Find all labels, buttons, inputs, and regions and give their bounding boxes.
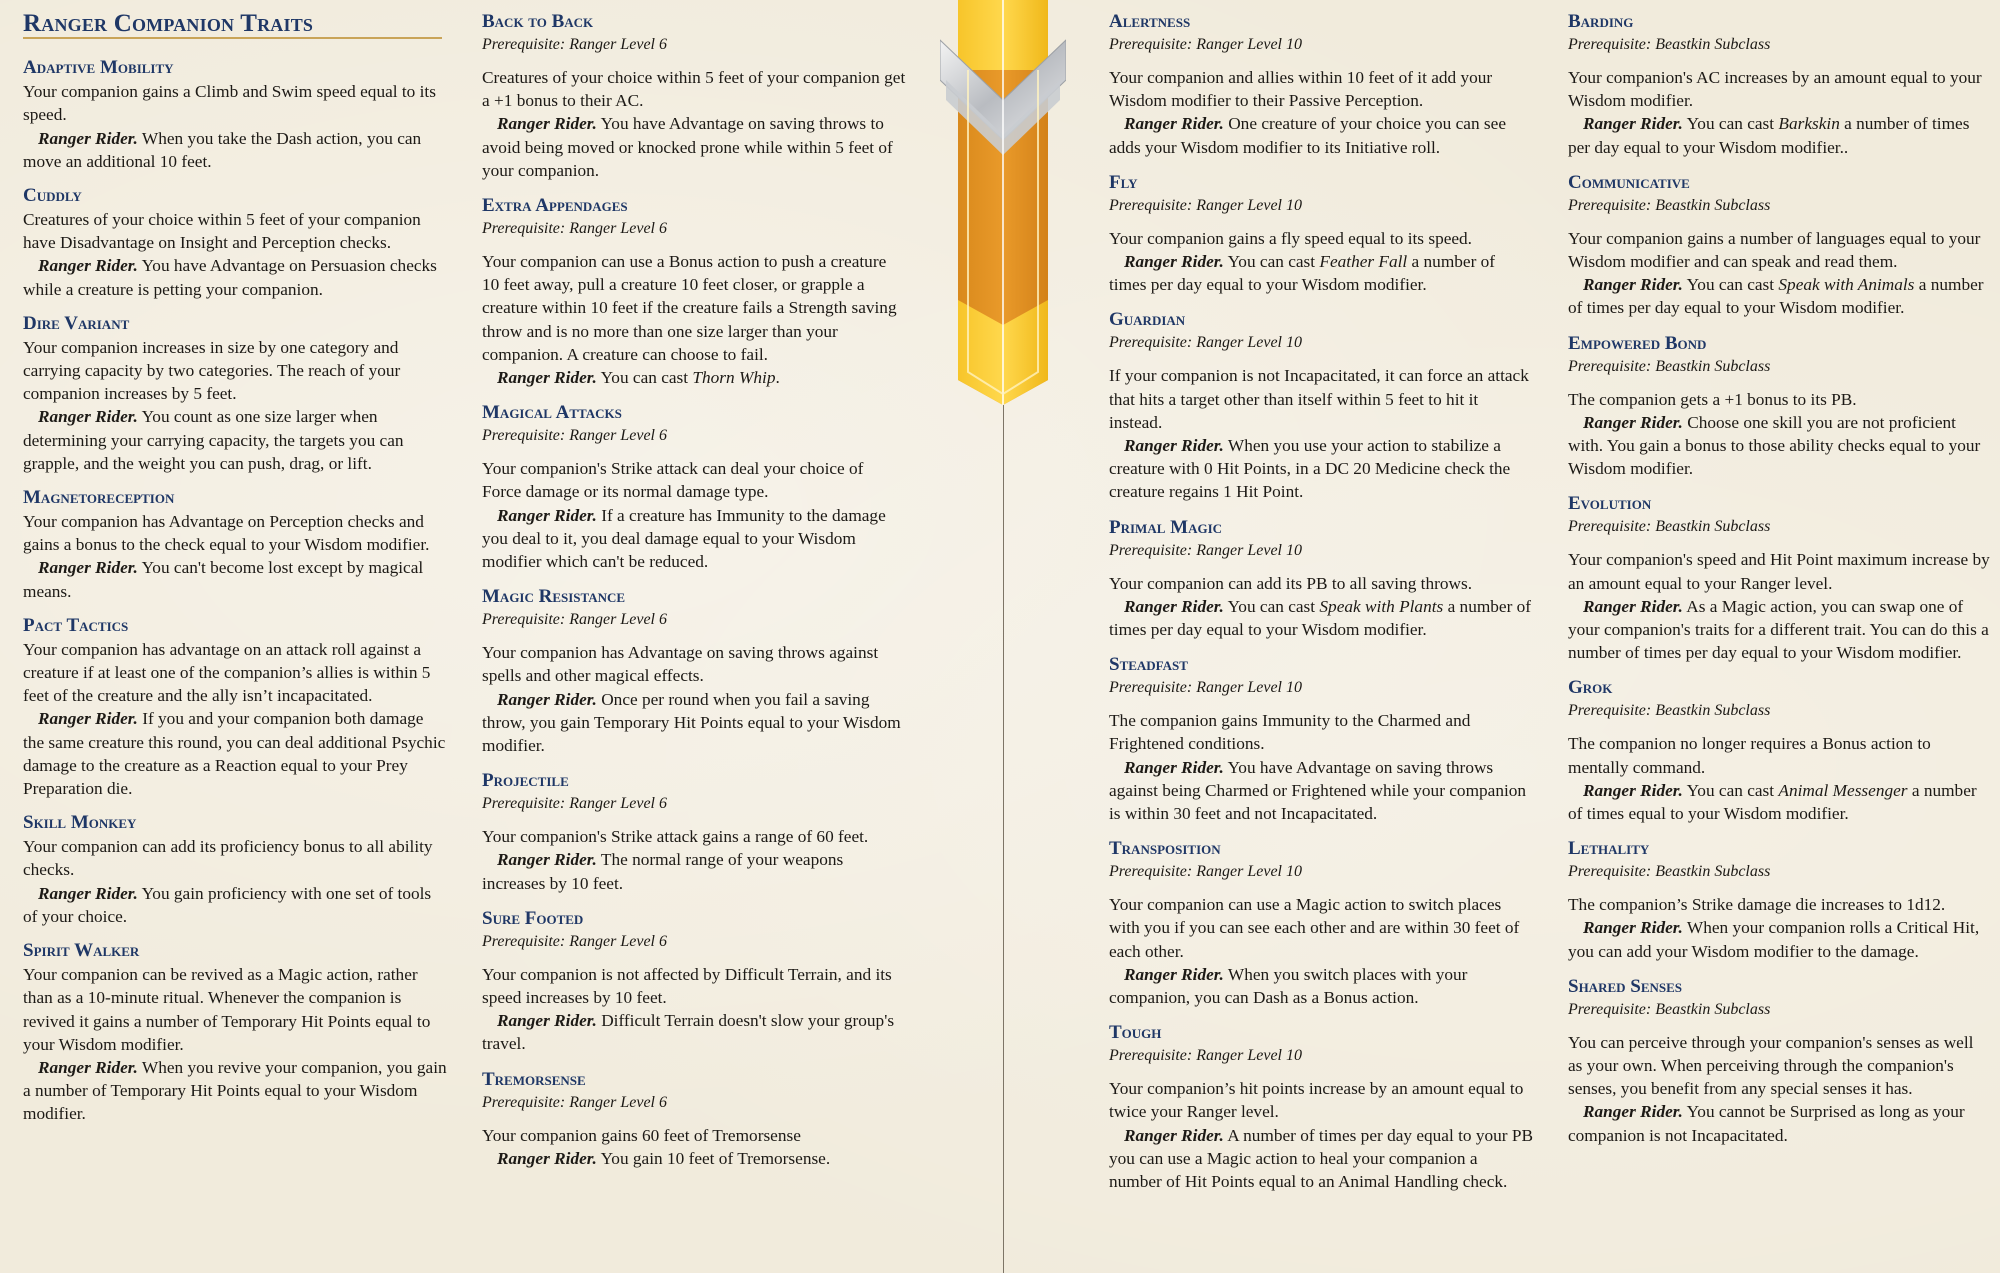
trait-name: Evolution (1568, 493, 1652, 515)
trait-name: Barding (1568, 11, 1634, 32)
trait-entry (1568, 837, 1992, 963)
rider-text: Difficult Terrain doesn't slow your group's travel. (482, 1011, 895, 1054)
rider-label: Ranger Rider. (38, 883, 138, 903)
trait-rider (23, 556, 447, 602)
rider-label: Ranger Rider. (497, 850, 597, 870)
trait-rider (1109, 963, 1533, 1009)
trait-name: Primal Magic (1109, 516, 1223, 538)
trait-name: Back to Back (482, 11, 594, 32)
trait-description: Your companion gains a number of languages equal to your Wisdom modifier and can speak and read them. (1568, 228, 1981, 272)
rider-text: You have Advantage on saving throws to avoid being moved or knocked prone while within 5 feet of your companion. (482, 114, 893, 180)
trait-entry (1109, 1021, 1533, 1193)
rider-text: You can't become lost except by magical means. (23, 558, 424, 601)
rider-text: You cannot be Surprised as long as your companion is not Incapacitated. (1568, 1102, 1965, 1145)
trait-name: Dire Variant (23, 312, 130, 334)
trait-entry (1568, 676, 1992, 825)
trait-rider (23, 127, 447, 173)
trait-rider (1109, 434, 1533, 504)
trait-prerequisite: Prerequisite: Ranger Level 10 (1109, 1047, 1302, 1065)
rider-label: Ranger Rider. (497, 114, 597, 134)
trait-prerequisite: Prerequisite: Ranger Level 10 (1109, 334, 1302, 352)
trait-prerequisite: Prerequisite: Ranger Level 10 (1109, 196, 1302, 214)
rider-text: When your companion rolls a Critical Hit, you can add your Wisdom modifier to the damage. (1568, 918, 1980, 961)
trait-name: Tremorsense (482, 1068, 586, 1090)
bookmark-ribbon (940, 0, 1066, 410)
trait-name: Grok (1568, 677, 1613, 699)
trait-rider (482, 112, 906, 182)
rider-text: Choose one skill you are not proficient with. You gain a bonus to those ability checks equal to your Wisdom modifier. (1568, 412, 1981, 479)
trait-entry (23, 939, 447, 1125)
trait-name: Empowered Bond (1568, 332, 1707, 354)
trait-entry (1568, 10, 1992, 159)
rider-text: A number of times per day equal to your PB you can use a Magic action to heal your companion a number of Hit Points equal to an Animal Handling check. (1109, 1125, 1533, 1192)
trait-prerequisite: Prerequisite: Ranger Level 6 (482, 36, 667, 53)
trait-rider (1109, 756, 1533, 826)
trait-name: Tough (1109, 1022, 1162, 1044)
rider-label: Ranger Rider. (1124, 1125, 1224, 1145)
trait-description: Your companion is not affected by Difficult Terrain, and its speed increases by 10 feet. (482, 964, 892, 1008)
trait-prerequisite: Prerequisite: Ranger Level 10 (1109, 541, 1302, 559)
trait-rider (1109, 1124, 1533, 1194)
trait-rider (482, 366, 906, 389)
trait-entry (482, 907, 906, 1056)
rider-label: Ranger Rider. (1124, 114, 1224, 134)
rider-label: Ranger Rider. (1124, 964, 1224, 984)
trait-description: Your companion has advantage on an attack roll against a creature if at least one of the companion’s allies is within 5 feet of the creature and the ally isn’t incapacitated. (23, 639, 431, 706)
column-3 (1109, 10, 1533, 1193)
trait-rider (482, 1147, 906, 1170)
trait-name: Spirit Walker (23, 940, 140, 962)
trait-rider (1568, 411, 1992, 481)
trait-description: The companion gets a +1 bonus to its PB. (1568, 389, 1857, 409)
trait-entry (23, 486, 447, 603)
rider-label: Ranger Rider. (1583, 1102, 1683, 1122)
spell-name: Animal Messenger (1778, 780, 1908, 800)
rider-text: a number of times per day equal to your Wisdom modifier. (1109, 252, 1496, 295)
trait-name: Fly (1109, 171, 1138, 193)
trait-description: Your companion's Strike attack can deal your choice of Force damage or its normal damage type. (482, 459, 864, 502)
rider-text: . (775, 368, 780, 388)
rider-text: You can cast (1686, 275, 1779, 295)
trait-name: Communicative (1568, 171, 1690, 193)
column-2 (482, 10, 906, 1170)
trait-name: Cuddly (23, 185, 82, 207)
rider-label: Ranger Rider. (497, 1011, 597, 1031)
rider-text: As a Magic action, you can swap one of your companion's traits for a different trait. You can do this a number of times per day equal to your Wisdom modifier. (1568, 596, 1989, 663)
trait-entry (482, 585, 906, 757)
trait-rider (1568, 595, 1992, 665)
rider-text: You can cast (1227, 596, 1320, 616)
trait-description: Your companion gains a Climb and Swim speed equal to its speed. (23, 82, 436, 125)
trait-entry (1109, 516, 1533, 642)
trait-description: Your companion's speed and Hit Point maximum increase by an amount equal to your Ranger level. (1568, 550, 1990, 593)
trait-description: Your companion has Advantage on Perception checks and gains a bonus to the check equal to your Wisdom modifier. (23, 512, 430, 555)
spell-name: Speak with Animals (1778, 275, 1915, 295)
trait-description: If your companion is not Incapacitated, it can force an attack that hits a target other than itself within 5 feet to hit it instead. (1109, 366, 1529, 432)
trait-prerequisite: Prerequisite: Beastkin Subclass (1568, 702, 1771, 720)
trait-entry (1109, 653, 1533, 825)
column-4 (1568, 10, 1992, 1147)
trait-rider (23, 254, 447, 300)
trait-rider (1568, 779, 1992, 825)
trait-description: The companion’s Strike damage die increases to 1d12. (1568, 895, 1946, 915)
trait-name: Lethality (1568, 838, 1650, 860)
trait-description: The companion gains Immunity to the Charmed and Frightened conditions. (1109, 711, 1471, 754)
trait-name: Alertness (1109, 11, 1191, 32)
rider-text: a number of times per day equal to your Wisdom modifier. (1568, 275, 1984, 318)
trait-prerequisite: Prerequisite: Ranger Level 10 (1109, 36, 1302, 53)
trait-prerequisite: Prerequisite: Beastkin Subclass (1568, 196, 1771, 214)
trait-rider (1109, 112, 1533, 158)
rider-text: You can cast (600, 368, 693, 388)
trait-description: The companion no longer requires a Bonus action to mentally command. (1568, 734, 1931, 777)
trait-description: Your companion and allies within 10 feet of it add your Wisdom modifier to their Passive Perception. (1109, 68, 1493, 111)
trait-description: Your companion can be revived as a Magic action, rather than as a 10-minute ritual. Whenever the companion is revived it gains a number of Temporary Hit Points equal to your Wisdom modifier. (23, 965, 431, 1054)
rider-label: Ranger Rider. (38, 256, 138, 276)
trait-prerequisite: Prerequisite: Ranger Level 6 (482, 427, 667, 445)
rider-label: Ranger Rider. (497, 689, 597, 709)
rider-label: Ranger Rider. (38, 1057, 138, 1077)
trait-rider (482, 1009, 906, 1055)
rider-label: Ranger Rider. (38, 558, 138, 578)
trait-entry (1109, 837, 1533, 1009)
trait-rider (23, 707, 447, 800)
trait-name: Guardian (1109, 309, 1186, 331)
trait-rider (1568, 916, 1992, 962)
trait-description: Your companion’s hit points increase by an amount equal to twice your Ranger level. (1109, 1079, 1524, 1122)
trait-description: Your companion gains a fly speed equal to its speed. (1109, 228, 1473, 248)
spell-name: Barkskin (1778, 114, 1840, 134)
trait-name: Transposition (1109, 838, 1221, 860)
trait-rider (1568, 112, 1992, 158)
trait-entry (482, 194, 906, 389)
rider-text: a number of times per day equal to your Wisdom modifier. (1109, 596, 1532, 640)
trait-prerequisite: Prerequisite: Beastkin Subclass (1568, 1000, 1771, 1018)
spell-name: Feather Fall (1319, 252, 1408, 272)
rider-label: Ranger Rider. (1583, 275, 1683, 295)
trait-prerequisite: Prerequisite: Ranger Level 10 (1109, 863, 1302, 881)
trait-entry (1109, 308, 1533, 503)
trait-prerequisite: Prerequisite: Ranger Level 10 (1109, 679, 1302, 697)
trait-name: Skill Monkey (23, 812, 137, 834)
trait-name: Extra Appendages (482, 195, 628, 217)
trait-rider (482, 688, 906, 758)
rider-text: One creature of your choice you can see adds your Wisdom modifier to its Initiative roll. (1109, 114, 1507, 157)
trait-entry (23, 312, 447, 475)
trait-rider (1109, 595, 1533, 641)
trait-entry (23, 811, 447, 928)
trait-name: Magnetoreception (23, 487, 175, 509)
rider-label: Ranger Rider. (1124, 252, 1224, 272)
spell-name: Thorn Whip (692, 368, 776, 388)
rider-text: When you use your action to stabilize a creature with 0 Hit Points, in a DC 20 Medicine check the creature regains 1 Hit Point. (1109, 436, 1511, 502)
rider-text: You can cast (1686, 780, 1779, 800)
rider-label: Ranger Rider. (1583, 596, 1683, 616)
trait-prerequisite: Prerequisite: Beastkin Subclass (1568, 36, 1771, 53)
trait-rider (1109, 250, 1533, 296)
trait-entry (482, 401, 906, 573)
rider-text: You count as one size larger when determining your carrying capacity, the targets you can grapple, and the weight you can push, drag, or lift. (23, 407, 404, 473)
trait-rider (1568, 273, 1992, 319)
trait-name: Projectile (482, 770, 569, 792)
rider-label: Ranger Rider. (38, 407, 138, 427)
trait-prerequisite: Prerequisite: Beastkin Subclass (1568, 357, 1771, 375)
trait-prerequisite: Prerequisite: Ranger Level 6 (482, 1093, 667, 1111)
trait-name: Adaptive Mobility (23, 57, 174, 79)
trait-description: Creatures of your choice within 5 feet of your companion have Disadvantage on Insight and Perception checks. (23, 210, 421, 253)
rider-label: Ranger Rider. (38, 128, 138, 148)
trait-name: Shared Senses (1568, 975, 1683, 997)
rider-text: When you switch places with your companion, you can Dash as a Bonus action. (1109, 964, 1468, 1008)
trait-prerequisite: Prerequisite: Beastkin Subclass (1568, 518, 1771, 536)
rider-text: You gain 10 feet of Tremorsense. (600, 1148, 831, 1168)
trait-description: Your companion's AC increases by an amount equal to your Wisdom modifier. (1568, 68, 1982, 111)
trait-entry (1568, 171, 1992, 320)
trait-entry (23, 56, 447, 173)
trait-name: Magic Resistance (482, 586, 626, 608)
spell-name: Speak with Plants (1319, 596, 1444, 616)
rider-text: If a creature has Immunity to the damage you deal to it, you deal damage equal to your Wisdom modifier which can't be reduced. (482, 505, 886, 572)
rider-label: Ranger Rider. (1124, 436, 1224, 456)
trait-description: Your companion can use a Magic action to switch places with you if you can see each other and are within 30 feet of each other. (1109, 895, 1520, 961)
trait-description: Creatures of your choice within 5 feet of your companion get a +1 bonus to their AC. (482, 68, 906, 111)
rider-label: Ranger Rider. (497, 1148, 597, 1168)
rider-label: Ranger Rider. (1583, 780, 1683, 800)
trait-name: Pact Tactics (23, 614, 129, 636)
rider-text: You gain proficiency with one set of tools of your choice. (23, 883, 432, 926)
trait-prerequisite: Prerequisite: Ranger Level 6 (482, 932, 667, 950)
rider-text: The normal range of your weapons increases by 10 feet. (482, 850, 844, 893)
trait-rider (482, 504, 906, 574)
trait-entry (1109, 10, 1533, 159)
trait-description: Your companion's Strike attack gains a range of 60 feet. (482, 827, 869, 847)
rider-text: You can cast (1227, 252, 1320, 272)
rider-label: Ranger Rider. (497, 368, 597, 388)
trait-prerequisite: Prerequisite: Ranger Level 6 (482, 220, 667, 238)
rider-text: When you take the Dash action, you can move an additional 10 feet. (23, 128, 422, 171)
trait-entry (1568, 332, 1992, 481)
trait-description: Your companion has Advantage on saving throws against spells and other magical effects. (482, 643, 879, 686)
rider-text: a number of times per day equal to your Wisdom modifier.. (1568, 114, 1970, 157)
trait-rider (23, 405, 447, 475)
trait-rider (482, 848, 906, 894)
rider-label: Ranger Rider. (1583, 918, 1683, 938)
rider-text: You can cast (1686, 114, 1779, 134)
rider-label: Ranger Rider. (38, 709, 138, 729)
trait-entry (482, 10, 906, 182)
trait-name: Magical Attacks (482, 402, 622, 424)
trait-description: Your companion can use a Bonus action to push a creature 10 feet away, pull a creature 10 feet closer, or grapple a creature within 10 feet if the creature fails a Strength saving throw and is no more than one size larger than your companion. A creature can choose to fail. (482, 252, 897, 364)
trait-entry (1568, 975, 1992, 1147)
trait-prerequisite: Prerequisite: Ranger Level 6 (482, 795, 667, 813)
rider-text: a number of times equal to your Wisdom modifier. (1568, 780, 1977, 824)
trait-prerequisite: Prerequisite: Beastkin Subclass (1568, 863, 1771, 881)
trait-name: Sure Footed (482, 907, 584, 929)
trait-description: Your companion can add its proficiency bonus to all ability checks. (23, 837, 433, 880)
rider-label: Ranger Rider. (1583, 114, 1683, 134)
trait-rider (23, 1056, 447, 1126)
trait-entry (482, 1068, 906, 1170)
rider-text: When you revive your companion, you gain a number of Temporary Hit Points equal to your Wisdom modifier. (23, 1057, 447, 1124)
trait-entry (1568, 492, 1992, 664)
trait-rider (23, 882, 447, 928)
trait-description: Your companion can add its PB to all saving throws. (1109, 573, 1473, 593)
rider-label: Ranger Rider. (1124, 757, 1224, 777)
trait-prerequisite: Prerequisite: Ranger Level 6 (482, 611, 667, 629)
trait-description: Your companion increases in size by one category and carrying capacity by two categories. The reach of your companion increases by 5 feet. (23, 337, 401, 404)
trait-description: Your companion gains 60 feet of Tremorsense (482, 1125, 801, 1145)
trait-rider (1568, 1100, 1992, 1146)
trait-entry (23, 614, 447, 800)
rider-label: Ranger Rider. (497, 505, 597, 525)
rider-label: Ranger Rider. (1124, 596, 1224, 616)
rider-text: If you and your companion both damage the same creature this round, you can deal additional Psychic damage to the creature as a Reaction equal to your Prey Preparation die. (23, 709, 446, 799)
rider-text: You have Advantage on saving throws against being Charmed or Frightened while your companion is within 30 feet and not Incapacitated. (1109, 757, 1527, 824)
trait-description: You can perceive through your companion's senses as well as your own. When perceiving through the companion's senses, you benefit from any special senses it has. (1568, 1032, 1974, 1099)
rider-text: You have Advantage on Persuasion checks while a creature is petting your companion. (23, 256, 437, 299)
rider-text: Once per round when you fail a saving throw, you gain Temporary Hit Points equal to your Wisdom modifier. (482, 689, 901, 756)
trait-entry (23, 184, 447, 301)
rider-label: Ranger Rider. (1583, 412, 1683, 432)
trait-entry (1109, 171, 1533, 297)
trait-name: Steadfast (1109, 654, 1188, 676)
page-title: Ranger Companion Traits (23, 12, 442, 39)
column-1 (23, 10, 447, 1126)
trait-entry (482, 769, 906, 895)
